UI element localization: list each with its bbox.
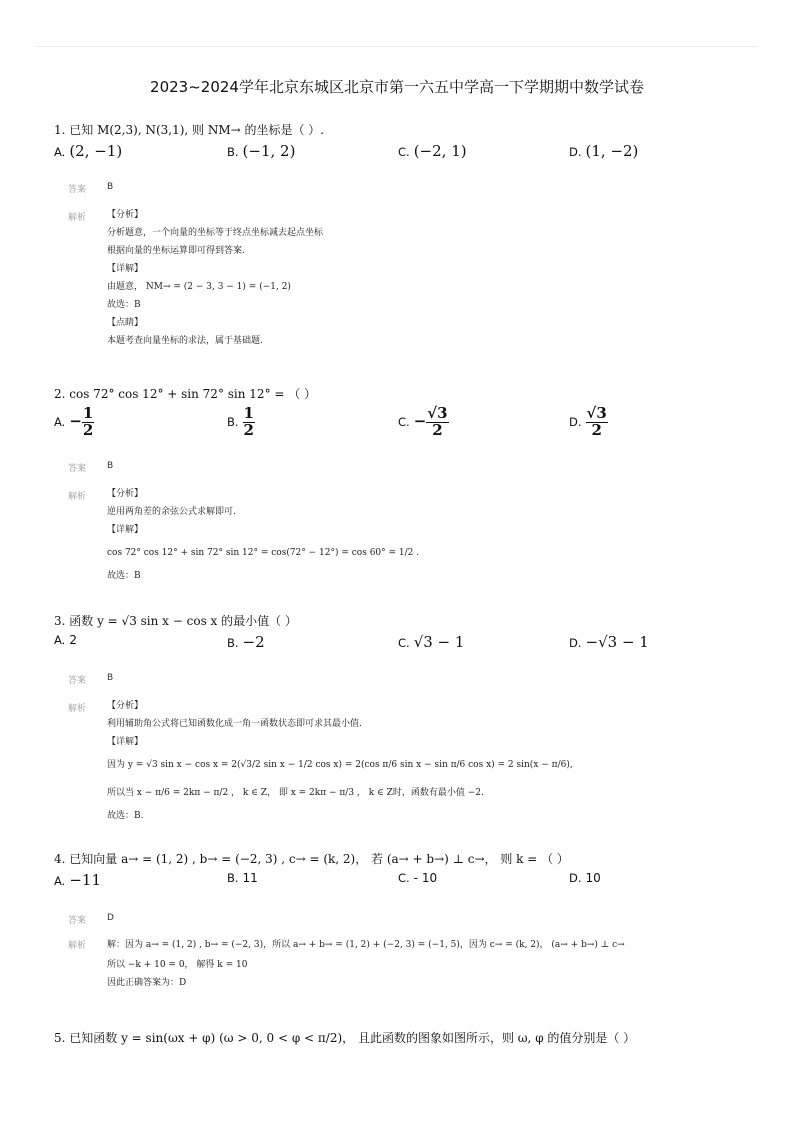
question-4-stem: 4. 已知向量 a→ = (1, 2) , b→ = (−2, 3) , c→ = (k, 2)， 若 (a→ + b→) ⊥ c→， 则 k = （ ） — [54, 852, 569, 866]
question-3 — [54, 614, 754, 821]
answer-label: 答案 — [68, 916, 87, 926]
option-b: B. 11 — [227, 871, 258, 885]
question-5 — [54, 1032, 754, 1044]
question-3-options — [54, 633, 754, 663]
answer-value: B — [107, 673, 114, 683]
answer-label: 答案 — [68, 185, 87, 195]
option-a: A. (2, −1) — [54, 142, 123, 160]
explanation-body: 【分析】 利用辅助角公式将已知函数化成一角一函数状态即可求其最小值. 【详解】 因为 y = √3 sin x − cos x = 2(√3/2 sin x − 1/2 cos x) = 2(cos π/6 sin x − sin π/6 cos x) = 2 sin(x − π/6), 所以当 x − π/6 = 2kπ − π/2 ， k ∈ Z， 即 x = 2kπ − π/3 ， k ∈ Z时，函数有最小值 −2. 故选：B. — [107, 701, 573, 821]
question-1-stem: 1. 已知 M(2,3), N(3,1), 则 NM→ 的坐标是（ ）. — [54, 123, 325, 137]
answer-value: B — [107, 461, 114, 471]
option-a: A. − $\frac{1}{2}$ — [54, 404, 94, 439]
question-2 — [54, 387, 754, 581]
question-1-options — [54, 142, 754, 172]
answer-label: 答案 — [68, 676, 87, 686]
option-b: B. $\frac{1}{2}$ — [227, 404, 254, 439]
option-a: A. −11 — [54, 871, 101, 889]
explanation-label: 解析 — [68, 213, 87, 223]
answer-value: B — [107, 182, 114, 192]
answer-label: 答案 — [68, 464, 87, 474]
explanation-body: 解：因为 a→ = (1, 2) , b→ = (−2, 3)，所以 a→ + b→ = (1, 2) + (−2, 3) = (−1, 5)，因为 c→ = (k, 2)， (a→ + b→) ⊥ c→ 所以 −k + 10 = 0， 解得 k = 10 因此正确答案为：D — [107, 940, 625, 988]
question-3-stem: 3. 函数 y = √3 sin x − cos x 的最小值（ ） — [54, 614, 297, 628]
explanation-label: 解析 — [68, 492, 87, 502]
question-1 — [54, 123, 754, 346]
explanation-label: 解析 — [68, 704, 87, 714]
option-b: B. (−1, 2) — [227, 142, 296, 160]
answer-value: D — [107, 913, 114, 923]
option-d: D. −√3 − 1 — [569, 633, 649, 651]
question-5-stem: 5. 已知函数 y = sin(ωx + φ) (ω > 0, 0 < φ < π/2)， 且此函数的图象如图所示，则 ω, φ 的值分别是（ ） — [54, 1031, 636, 1045]
option-c: C. − $\frac{√3}{2}$ — [398, 404, 448, 439]
question-4-options — [54, 871, 754, 901]
option-b: B. −2 — [227, 633, 265, 651]
page-title: 2023~2024学年北京东城区北京市第一六五中学高一下学期期中数学试卷 — [150, 78, 644, 96]
option-d: D. (1, −2) — [569, 142, 639, 160]
option-d: D. $\frac{√3}{2}$ — [569, 404, 607, 439]
explanation-body: 【分析】 分析题意，一个向量的坐标等于终点坐标减去起点坐标 根据向量的坐标运算即可得到答案. 【详解】 由题意， NM→ = (2 − 3, 3 − 1) = (−1, 2) 故选：B 【点睛】 本题考查向量坐标的求法，属于基础题. — [107, 210, 324, 346]
option-c: C. (−2, 1) — [398, 142, 467, 160]
option-d: D. 10 — [569, 871, 601, 885]
question-2-options — [54, 406, 754, 454]
option-c: C. - 10 — [398, 871, 438, 885]
option-c: C. √3 − 1 — [398, 633, 465, 651]
explanation-label: 解析 — [68, 941, 87, 951]
explanation-body: 【分析】 逆用两角差的余弦公式求解即可. 【详解】 cos 72° cos 12° + sin 72° sin 12° = cos(72° − 12°) = cos 60° = 1/2 . 故选：B — [107, 489, 420, 581]
question-2-stem: 2. cos 72° cos 12° + sin 72° sin 12° = （ ） — [54, 387, 317, 401]
top-rule — [36, 46, 758, 47]
question-4 — [54, 852, 754, 988]
option-a: A. 2 — [54, 633, 77, 647]
